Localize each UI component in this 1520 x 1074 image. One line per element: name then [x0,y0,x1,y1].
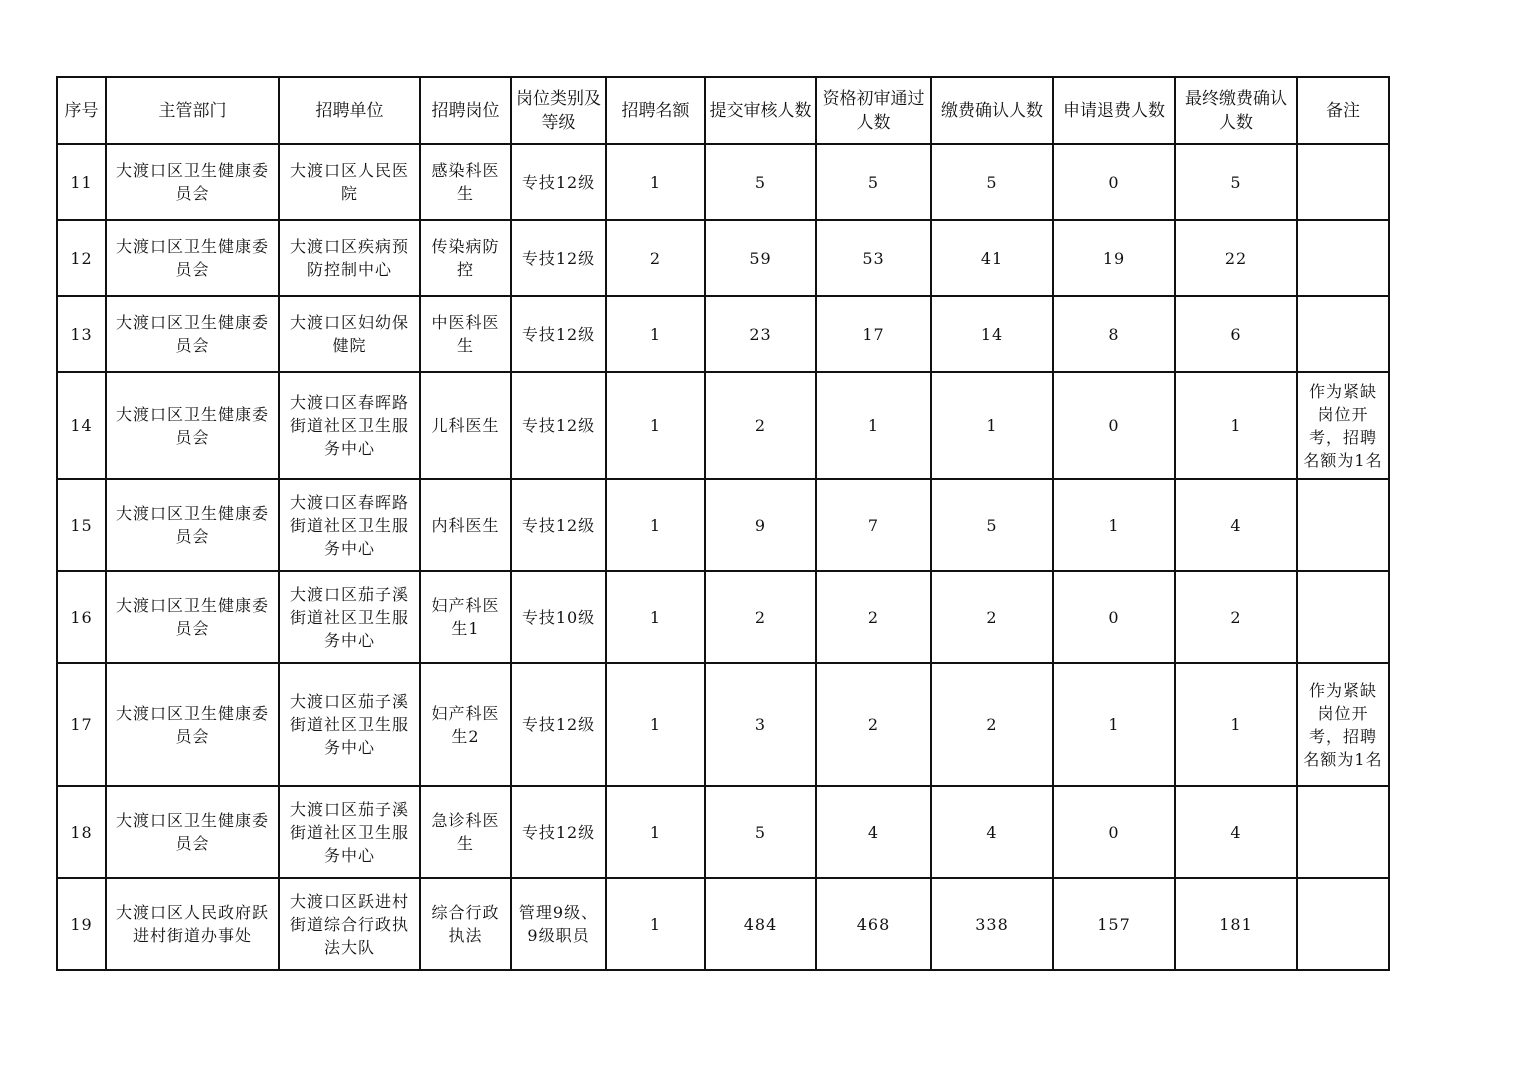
cell-quota: 1 [606,144,705,220]
cell-no: 14 [57,372,106,479]
cell-submitted: 59 [705,220,816,296]
cell-refund: 0 [1053,571,1175,663]
table-row [57,144,1389,220]
cell-passed: 468 [816,878,931,970]
header-grade: 岗位类别及等级 [511,77,606,144]
header-submitted: 提交审核人数 [705,77,816,144]
cell-final: 2 [1175,571,1297,663]
cell-quota: 1 [606,372,705,479]
cell-post: 中医科医生 [420,296,511,372]
header-quota: 招聘名额 [606,77,705,144]
cell-submitted: 484 [705,878,816,970]
cell-dept: 大渡口区卫生健康委员会 [106,372,279,479]
cell-paid: 14 [931,296,1053,372]
cell-unit: 大渡口区疾病预防控制中心 [279,220,420,296]
cell-unit: 大渡口区茄子溪街道社区卫生服务中心 [279,663,420,786]
cell-remark: 作为紧缺岗位开考，招聘名额为1名 [1297,663,1389,786]
cell-passed: 1 [816,372,931,479]
cell-submitted: 2 [705,372,816,479]
cell-passed: 2 [816,663,931,786]
cell-final: 1 [1175,663,1297,786]
cell-paid: 5 [931,479,1053,571]
cell-grade: 专技12级 [511,220,606,296]
table-row [57,479,1389,571]
cell-refund: 0 [1053,144,1175,220]
cell-grade: 专技12级 [511,296,606,372]
cell-no: 19 [57,878,106,970]
cell-unit: 大渡口区春晖路街道社区卫生服务中心 [279,479,420,571]
cell-submitted: 5 [705,786,816,878]
cell-post: 内科医生 [420,479,511,571]
cell-grade: 专技12级 [511,786,606,878]
cell-refund: 19 [1053,220,1175,296]
cell-quota: 1 [606,786,705,878]
cell-final: 1 [1175,372,1297,479]
cell-final: 181 [1175,878,1297,970]
cell-quota: 1 [606,571,705,663]
cell-final: 5 [1175,144,1297,220]
header-remark: 备注 [1297,77,1389,144]
cell-remark [1297,296,1389,372]
cell-refund: 1 [1053,663,1175,786]
cell-dept: 大渡口区人民政府跃进村街道办事处 [106,878,279,970]
cell-unit: 大渡口区茄子溪街道社区卫生服务中心 [279,571,420,663]
header-unit: 招聘单位 [279,77,420,144]
cell-unit: 大渡口区茄子溪街道社区卫生服务中心 [279,786,420,878]
cell-unit: 大渡口区人民医院 [279,144,420,220]
cell-passed: 4 [816,786,931,878]
header-post: 招聘岗位 [420,77,511,144]
cell-paid: 4 [931,786,1053,878]
cell-post: 感染科医生 [420,144,511,220]
table-row [57,296,1389,372]
cell-paid: 2 [931,571,1053,663]
header-no: 序号 [57,77,106,144]
cell-final: 4 [1175,479,1297,571]
cell-grade: 专技10级 [511,571,606,663]
cell-passed: 17 [816,296,931,372]
cell-paid: 338 [931,878,1053,970]
cell-unit: 大渡口区妇幼保健院 [279,296,420,372]
table-row [57,663,1389,786]
header-row [57,77,1389,144]
header-final: 最终缴费确认人数 [1175,77,1297,144]
cell-no: 17 [57,663,106,786]
cell-paid: 2 [931,663,1053,786]
table-row [57,878,1389,970]
cell-quota: 1 [606,878,705,970]
cell-refund: 0 [1053,372,1175,479]
cell-post: 妇产科医生2 [420,663,511,786]
header-dept: 主管部门 [106,77,279,144]
cell-post: 儿科医生 [420,372,511,479]
cell-post: 综合行政执法 [420,878,511,970]
cell-submitted: 2 [705,571,816,663]
cell-unit: 大渡口区春晖路街道社区卫生服务中心 [279,372,420,479]
cell-passed: 7 [816,479,931,571]
table-row [57,571,1389,663]
cell-no: 18 [57,786,106,878]
cell-quota: 1 [606,663,705,786]
cell-refund: 1 [1053,479,1175,571]
header-passed: 资格初审通过人数 [816,77,931,144]
cell-remark [1297,878,1389,970]
cell-grade: 专技12级 [511,663,606,786]
cell-dept: 大渡口区卫生健康委员会 [106,296,279,372]
cell-no: 12 [57,220,106,296]
cell-dept: 大渡口区卫生健康委员会 [106,663,279,786]
cell-paid: 5 [931,144,1053,220]
cell-final: 4 [1175,786,1297,878]
cell-no: 11 [57,144,106,220]
cell-submitted: 5 [705,144,816,220]
cell-dept: 大渡口区卫生健康委员会 [106,479,279,571]
table-row [57,372,1389,479]
cell-quota: 1 [606,296,705,372]
cell-final: 22 [1175,220,1297,296]
cell-dept: 大渡口区卫生健康委员会 [106,786,279,878]
header-refund: 申请退费人数 [1053,77,1175,144]
cell-grade: 专技12级 [511,144,606,220]
cell-submitted: 23 [705,296,816,372]
recruitment-table [56,76,1390,971]
cell-post: 传染病防控 [420,220,511,296]
table-row [57,220,1389,296]
cell-dept: 大渡口区卫生健康委员会 [106,220,279,296]
cell-passed: 5 [816,144,931,220]
cell-remark [1297,479,1389,571]
cell-paid: 1 [931,372,1053,479]
cell-remark [1297,786,1389,878]
cell-dept: 大渡口区卫生健康委员会 [106,144,279,220]
table-row [57,786,1389,878]
cell-remark [1297,144,1389,220]
cell-passed: 2 [816,571,931,663]
cell-remark [1297,220,1389,296]
cell-refund: 157 [1053,878,1175,970]
cell-submitted: 3 [705,663,816,786]
cell-quota: 1 [606,479,705,571]
cell-grade: 专技12级 [511,372,606,479]
cell-post: 急诊科医生 [420,786,511,878]
cell-unit: 大渡口区跃进村街道综合行政执法大队 [279,878,420,970]
header-paid: 缴费确认人数 [931,77,1053,144]
cell-post: 妇产科医生1 [420,571,511,663]
cell-remark: 作为紧缺岗位开考，招聘名额为1名 [1297,372,1389,479]
cell-no: 15 [57,479,106,571]
cell-refund: 8 [1053,296,1175,372]
cell-grade: 管理9级、9级职员 [511,878,606,970]
cell-no: 16 [57,571,106,663]
cell-quota: 2 [606,220,705,296]
cell-submitted: 9 [705,479,816,571]
cell-refund: 0 [1053,786,1175,878]
cell-paid: 41 [931,220,1053,296]
cell-final: 6 [1175,296,1297,372]
cell-no: 13 [57,296,106,372]
cell-grade: 专技12级 [511,479,606,571]
cell-remark [1297,571,1389,663]
cell-passed: 53 [816,220,931,296]
cell-dept: 大渡口区卫生健康委员会 [106,571,279,663]
